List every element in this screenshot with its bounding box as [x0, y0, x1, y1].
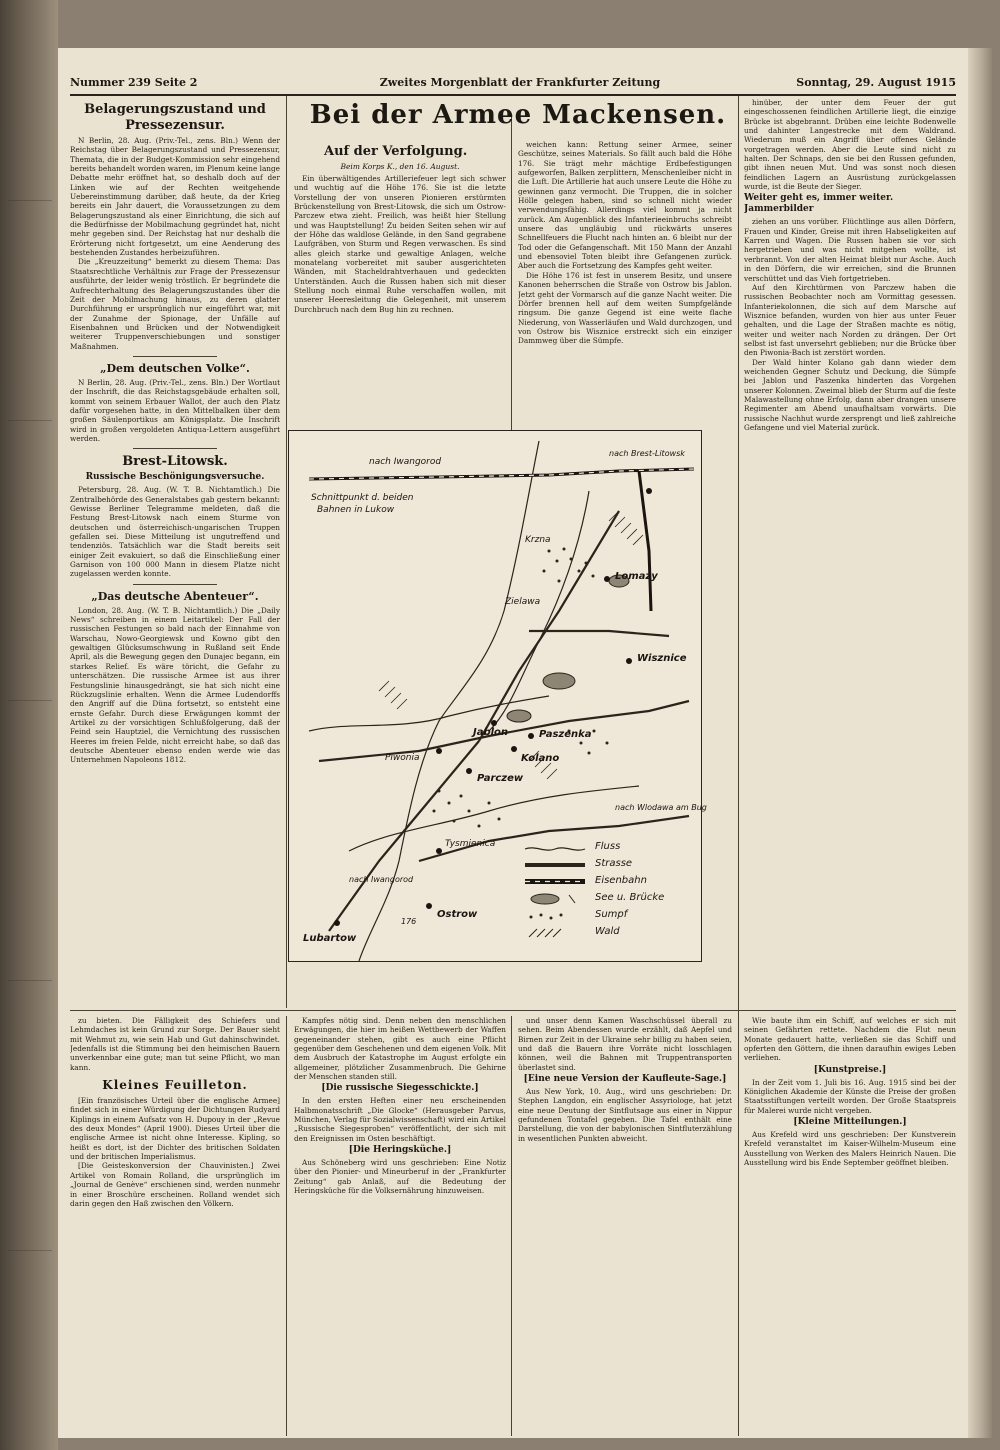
map-label: 176 — [401, 917, 417, 926]
article-subheadline: [Kleine Mitteilungen.] — [793, 1117, 907, 1128]
book-binding — [0, 0, 58, 1450]
article-paragraph: [Ein französisches Urteil über die englische Armee] findet sich in einer Würdigung der Dichtungen Rudyard Kiplings in einem Aufsatz von H. Dupouy in der „Revue des deux Mondes“ (April 1900). Dieses Urteil über die englische Armee ist nicht ohne Interesse. Kipling, so heißt es dort, ist der Dichter des britischen Soldaten und der britischen Imperialismus. — [70, 1096, 280, 1162]
issue-date: Sonntag, 29. August 1915 — [796, 76, 956, 89]
map-label: nach Wlodawa am Bug — [615, 803, 707, 812]
map-label-town: Paszenka — [539, 729, 592, 740]
article-paragraph: Kampfes nötig sind. Denn neben den menschlichen Erwägungen, die hier im heißen Wettbewerb der Waffen gegeneinander stehen, gibt es auch eine Pflicht gegenüber dem Geschehenen und dem eigenen Volk. Mit dem Ausbruch der Katastrophe im August erfolgte ein allgemeiner, plötzlicher Zusammenbruch. Die Gehirne der Menschen standen still. — [294, 1016, 506, 1082]
article-paragraph: Auf den Kirchtürmen von Parczew haben die russischen Beobachter noch am Vormittag gesessen. Infanteriekolonnen, die sich auf dem Marsche auf Wisznice befanden, wurden von hier aus unter Feuer gehalten, und die Lage der Straßen machte es nötig, weiter und weiter nach Norden zu drängen. Der Ort selbst ist fast unversehrt geblieben; nur die Brücke über den Piwonia-Bach ist zerstört worden. — [744, 282, 956, 358]
column-3 — [518, 140, 732, 476]
article-paragraph: und unser denn Kamen Waschschüssel überall zu sehen. Beim Abendessen wurde erzählt, daß Aepfel und Birnen zur Zeit in der Ukraine sehr billig zu haben seien, und daß die Bauern ihre Vorräte nicht losschlagen können, weil die Bahnen mit Truppentransporten überlastet sind. — [518, 1016, 732, 1072]
column-1 — [70, 98, 280, 1008]
map-legend — [525, 841, 695, 943]
article-paragraph: zu bieten. Die Fälligkeit des Schiefers und Lehmdaches ist kein Grund zur Sorge. Der Bauer sieht mit Wehmut zu, wie sein Hab und Gut dahinschwindet. Jedenfalls ist die Stimmung bei den heimischen Bauern unverkennbar eine gute; man tut seine Pflicht, wo man kann. — [70, 1016, 280, 1072]
article-headline-volke: „Dem deutschen Volke“. — [100, 361, 250, 375]
article-headline-verfolgung: Auf der Verfolgung. — [324, 144, 468, 159]
legend-lake: See u. Brücke — [595, 892, 665, 903]
article-paragraph: Der Wald hinter Kolano gab dann wieder dem weichenden Gegner Schutz und Deckung, die Sümpfe bei Jablon und Paszenka hinderten das Vorgehen unserer Kolonnen. Zweimal blieb der Sturm auf die feste Malawastellung ohne Erfolg, dann aber drangen unsere Regimenter am Abend unaufhaltsam vorwärts. Die russische Nachhut wurde zersprengt und ließ zahlreiche Gefangene und viel Material zurück. — [744, 357, 956, 432]
article-paragraph: Wie baute ihm ein Schiff, auf welches er sich mit seinen Gefährten rettete. Nachdem die Flut neun Monate gedauert hatte, verließen sie das Schiff und opferten den Göttern, die ihnen daraufhin ewiges Leben verliehen. — [744, 1016, 956, 1063]
article-paragraph: In der Zeit vom 1. Juli bis 16. Aug. 1915 sind bei der Königlichen Akademie der Künste die Preise der großen Staatsstiftungen verteilt worden. Der Große Staatspreis für Malerei wurde nicht vergeben. — [744, 1077, 956, 1115]
map-label-town: Lubartow — [303, 933, 357, 944]
article-paragraph: Die „Kreuzzeitung“ bemerkt zu diesem Thema: Das Staatsrechtliche Verhältnis zur Frage der Pressezensur ausführte, der leider wenig tröstlich. Er begründete die Aufrechterhaltung des Belagerungszustandes über die Zeit der Mobilmachung hinaus, zu deren glatter Durchführung er ursprünglich nur eingeführt war, mit der Zunahme der Spionage, der Unfälle auf Eisenbahnen und Brücken und der Notwendigkeit weiterer Truppenverschiebungen und sonstiger Maßnahmen. — [70, 257, 280, 351]
newspaper-name: Zweites Morgenblatt der Frankfurter Zeitung — [379, 76, 661, 89]
legend-railway: Eisenbahn — [595, 875, 647, 886]
article-paragraph: In den ersten Heften einer neu erscheinenden Halbmonatsschrift „Die Glocke“ (Herausgeber Parvus, München, Verlag für Sozialwissenschaft) wird ein Artikel „Russische Siegesproben“ veröffentlicht, der sich mit den Ereignissen im Osten beschäftigt. — [294, 1096, 506, 1143]
map-label: Tysmienica — [445, 839, 496, 849]
map-label: Krzna — [525, 535, 551, 545]
battle-map — [288, 430, 707, 962]
bottom-column-1 — [70, 1016, 280, 1434]
map-label: Bahnen in Lukow — [317, 505, 395, 515]
map-label-town: Ostrow — [437, 909, 478, 920]
map-label-town: Parczew — [477, 773, 524, 784]
article-paragraph: Petersburg, 28. Aug. (W. T. B. Nichtamtlich.) Die Zentralbehörde des Generalstabes gab gestern bekannt: Gewisse Berliner Telegramme meldeten, daß die Festung Brest-Litowsk nach einem Sturme von deutschen und österreichisch-ungarischen Truppen gefallen sei. Diese Mitteilung ist ungutreffend und tendenziös. Tatsächlich war die Stadt bereits seit einiger Zeit evakuiert, so daß die Einschließung einer Garnison von 100 000 Mann in diesem Platze nicht zugelassen werden konnte. — [70, 485, 280, 579]
article-paragraph: Die Höhe 176 ist fest in unserem Besitz, und unsere Kanonen beherrschen die Straße von Ostrow bis Jablon. Jetzt geht der Vormarsch auf die ganze Nacht weiter. Die Dörfer brennen hell auf dem weiten Sumpfgelände ringsum. Die ganze Gegend ist eine weite flache Niederung, von Wasserläufen und Wald durchzogen, und von Ostrow bis Wisznice erstreckt sich ein einziger Dammweg über die Sümpfe. — [518, 270, 732, 346]
column-2 — [294, 140, 506, 476]
map-label-town: Lomazy — [615, 571, 658, 582]
map-label-town: Jablon — [473, 727, 509, 738]
article-subheadline: [Eine neue Version der Kaufleute-Sage.] — [523, 1074, 727, 1085]
map-label: nach Iwangorod — [349, 875, 414, 884]
legend-swamp: Sumpf — [595, 909, 628, 920]
map-label-town: Wisznice — [637, 653, 687, 664]
article-paragraph: Aus New York, 10. Aug., wird uns geschrieben: Dr. Stephen Langdon, ein englischer Assyriologe, hat jetzt eine neue Deutung der Sintflutsage aus einer in Nippur gefundenen Tontafel gegeben. Die Tafel enthält eine Darstellung, die von der babylonischen Sintfluterzählung in wesentlichen Punkten abweicht. — [518, 1087, 732, 1143]
bottom-column-4 — [744, 1016, 956, 1434]
main-headline: Bei der Armee Mackensen. — [309, 100, 727, 130]
feuilleton-heading: Kleines Feuilleton. — [102, 1078, 248, 1093]
legend-forest: Wald — [595, 926, 620, 937]
map-label: Piwonia — [385, 753, 420, 763]
issue-number: Nummer 239 Seite 2 — [70, 76, 198, 89]
article-paragraph: N Berlin, 28. Aug. (Priv.-Tel., zens. Bln.) Wenn der Reichstag über Belagerungszustand und Pressezensur, Themata, die in der Budget-Kommission sehr eingehend bereits behandelt worden waren, im Plenum keine lange Debatte mehr eröffnet hat, so deshalb doch auf der Linken wie auf der Rechten weitgehende Uebereinstimmung darüber, daß heute, da der Krieg bereits ein Jahr dauert, die Voraussetzungen zu dem Belagerungszustand als einer Einrichtung, die sich auf die Bedürfnisse der Mobilmachung gegründet hat, nicht mehr gegeben sind. Der Reichstag hat nur deshalb die Erörterung nicht fortgesetzt, um eine Aenderung des bestehenden Zustandes herbeizuführen. — [70, 136, 280, 258]
column-4 — [744, 98, 956, 1008]
map-label-town: Kolano — [521, 753, 560, 764]
legend-river: Fluss — [595, 841, 621, 852]
dateline: Beim Korps K., den 16. August. — [340, 162, 460, 171]
article-paragraph: London, 28. Aug. (W. T. B. Nichtamtlich.) Die „Daily News“ schreiben in einem Leitartikel: Der Fall der russischen Festungen so bald nach der Einnahme von Warschau, Nowo-Georgiewsk und Kowno gibt den gewaltigen Glücksumschwung in Rußland seit Ende April, als die Bewegung gegen den Dunajec begann, ein starkes Relief. Es wäre töricht, die Gefahr zu unterschätzen. Die russische Armee ist aus ihrer Festungslinie hinausgedrängt, sie hat sich nicht eine Rückzugslinie erhalten. Wenn die Armee Ludendorffs den Angriff auf die Düna fortsetzt, so entsteht eine ernste Gefahr. Durch diese Erwägungen kommt der Artikel zu der vorsichtigen Schlußfolgerung, daß der Feind sein Hauptziel, die Vernichtung des russischen Heeres im freien Felde, nicht erreicht habe, so daß das deutsche Abenteuer ebenso enden werde wie das Unternehmen Napoleons 1812. — [70, 605, 280, 765]
article-paragraph: Ein überwältigendes Artilleriefeuer legt sich schwer und wuchtig auf die Höhe 176. Sie ist die letzte Vorstellung der von unseren Pionieren erstürmten Brückenstellung von Brest-Litowsk, die sich um Ostrow-Parczew etwa zieht. Freilich, was heißt hier Stellung und was Hauptstellung! Zu beiden Seiten sehen wir auf der Höhe das waldlose Gelände, in den Sand gegrabene Laufgräben, von Sturm und Regen verwaschen. Es sind alles gleich starke und gewaltige Anlagen, welche monatelang vorbereitet mit sauber ausgerichteten Wänden, mit Stacheldrahtverhauen und gedeckten Unterständen. Auch die Russen haben sich mit dieser Stellung noch einmal Ruhe verschaffen wollen, mit unserer Heeresleitung die Gelegenheit, mit unserem Durchbruch nach dem Bug hin zu rechnen. — [294, 174, 506, 314]
article-paragraph: N Berlin, 28. Aug. (Priv.-Tel., zens. Bln.) Der Wortlaut der Inschrift, die das Reichstagsgebäude erhalten soll, kommt von seinem Erbauer Wallot, der auch den Platz dafür vorgesehen hatte, in den Mittelbalken über dem großen Säulenportikus am Königsplatz. Die Inschrift wird in großen vergoldeten Antiqua-Lettern ausgeführt werden. — [70, 377, 280, 443]
article-paragraph: ziehen an uns vorüber. Flüchtlinge aus allen Dörfern, Frauen und Kinder, Greise mit ihren Habseligkeiten auf Karren und Wagen. Die Russen haben sie vor sich hergetrieben und was nicht mitgehen wollte, ist verbrannt. Von der alten Heimat bleibt nur Asche. Auch in den Dörfern, die wir erreichen, sind die Brunnen verschüttet und das Vieh fortgetrieben. — [744, 217, 956, 283]
map-label: Zielawa — [505, 597, 541, 607]
article-headline-belagerung: Belagerungszustand und Pressezensur. — [84, 102, 266, 133]
newspaper-page — [58, 48, 968, 1438]
article-headline-abenteuer: „Das deutsche Abenteuer“. — [91, 589, 259, 603]
map-label: Schnittpunkt d. beiden — [311, 493, 414, 503]
bottom-column-3 — [518, 1016, 732, 1434]
article-paragraph: Aus Krefeld wird uns geschrieben: Der Kunstverein Krefeld veranstaltet im Kaiser-Wilhelm-Museum eine Ausstellung von Werken des Malers Heinrich Nauen. Die Ausstellung wird bis Ende September geöffnet bleiben. — [744, 1130, 956, 1168]
article-paragraph: weichen kann: Rettung seiner Armee, seiner Geschütze, seines Materials. So fällt auch bald die Höhe 176. Sie trägt mehr mächtige Erdbefestigungen aufgeworfen, Balken zerplittern, Menschenleiber nicht in die Luft. Die Artillerie hat auch unsere Leute die Höhe zu gewinnen ganz vermocht. Die Truppen, die in solcher Hölle gelegen haben, sind so schnell nicht wieder verwendungsfähig. Allerdings viel kommt ja nicht zurück. Am Augenblick des Infanterieeinbruchs schreibt unsere das ungläubig und rückwärts unseres Schnellfeuers die Flucht nach hinten an. 6 bleibt nur der Tod oder die Gefangenschaft. Mit 150 Mann der Anzahl und ebensoviel Toten bleibt ihre Gefangenen zurück. Aber auch die Fortsetzung des Kampfes geht weiter. — [518, 140, 732, 271]
article-paragraph: [Die Geisteskonversion der Chauvinisten.] Zwei Artikel von Romain Rolland, die ursprünglich im „Journal de Genève“ erschienen sind, werden nunmehr in einer Broschüre erscheinen. Rolland wendet sich darin gegen den Haß zwischen den Völkern. — [70, 1161, 280, 1208]
article-paragraph: hinüber, der unter dem Feuer der gut eingeschossenen feindlichen Artillerie liegt, die einzige Brücke ist abgebrannt. Drüben eine leichte Bodenwelle und dahinter Langestrecke mit dem Waldrand. Wiederum muß ein Angriff über offenes Gelände vorgetragen werden. Aber die Leute sind nicht zu halten. Der Schnaps, den sie bei den Russen gefunden, gibt ihnen neuen Mut. Und was sonst noch diesen feindlichen Lagern an Ausrüstung zurückgelassen wurde, ist die Beute der Sieger. — [744, 98, 956, 192]
masthead — [70, 72, 956, 96]
page-stack-edge — [968, 48, 992, 1438]
bottom-column-2 — [294, 1016, 506, 1434]
map-label: nach Brest-Litowsk — [609, 449, 685, 458]
article-subheadline: Russische Beschönigungsversuche. — [85, 472, 265, 483]
article-paragraph: Aus Schöneberg wird uns geschrieben: Eine Notiz über den Pionier- und Mineurberuf in der „Frankfurter Zeitung“ gab Anlaß, auf die Bedeutung der Heringsküche für die Volksernährung hinzuweisen. — [294, 1158, 506, 1196]
article-subheadline: [Die russische Siegesschickte.] — [321, 1083, 479, 1094]
article-subheadline: Weiter geht es, immer weiter. Jammerbilder — [744, 193, 894, 215]
legend-road: Strasse — [595, 858, 633, 869]
article-headline-brest: Brest-Litowsk. — [122, 454, 228, 470]
article-subheadline: [Kunstpreise.] — [813, 1064, 887, 1075]
map-label: nach Iwangorod — [369, 457, 442, 467]
article-subheadline: [Die Heringsküche.] — [348, 1145, 452, 1156]
